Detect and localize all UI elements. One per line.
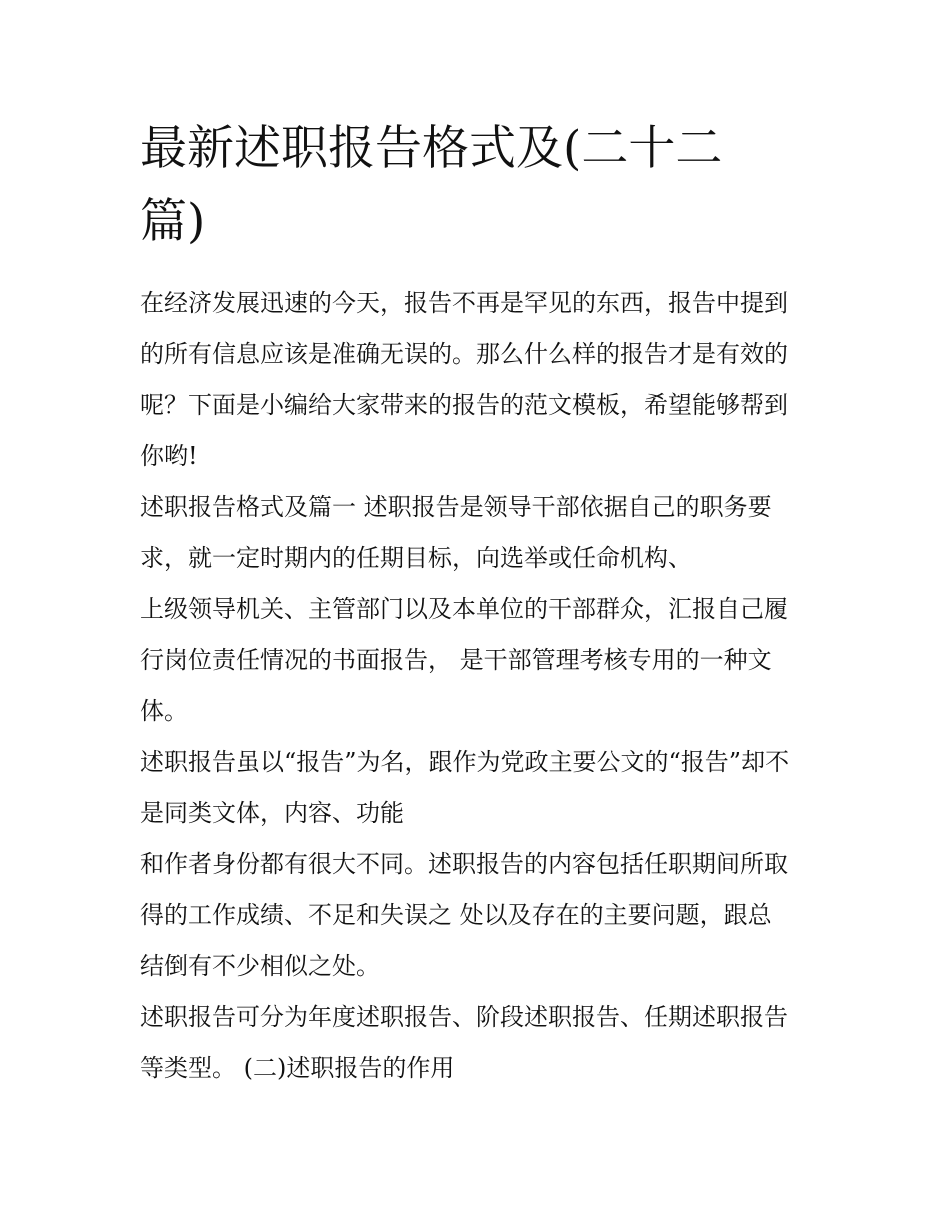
text-line: 求，就一定时期内的任期目标，向选举或任命机构、 [140,544,692,572]
text-line: 是同类文体，内容、功能 [140,799,404,827]
text-line: 的所有信息应该是准确无误的。那么什么样的报告才是有效的 [140,340,788,368]
text-line: 述职报告可分为年度述职报告、阶段述职报告、任期述职报告 [140,1003,788,1031]
text-line: 结倒有不少相似之处。 [140,952,380,980]
text-line: 得的工作成绩、不足和失误之 处以及存在的主要问题，跟总 [140,901,772,929]
document-body [140,278,830,1094]
title-line: 篇) [140,194,206,249]
text-line: 在经济发展迅速的今天，报告不再是罕见的东西，报告中提到 [140,289,788,317]
text-line: 呢？下面是小编给大家带来的报告的范文模板，希望能够帮到 [140,391,788,419]
text-line: 上级领导机关、主管部门以及本单位的干部群众，汇报自己履 [140,595,788,623]
text-line: 你哟! [140,442,198,470]
text-line: 和作者身份都有很大不同。述职报告的内容包括任职期间所取 [140,850,788,878]
title-line: 最新述职报告格式及(二十二 [140,121,723,176]
text-line: 体。 [140,697,188,725]
text-line: 述职报告虽以“报告”为名，跟作为党政主要公文的“报告”却不 [140,748,790,776]
text-line: 行岗位责任情况的书面报告， 是干部管理考核专用的一种文 [140,646,772,674]
text-line: 等类型。 (二)述职报告的作用 [140,1054,455,1082]
document-title [140,112,780,258]
text-line: 述职报告格式及篇一 述职报告是领导干部依据自己的职务要 [140,493,772,521]
